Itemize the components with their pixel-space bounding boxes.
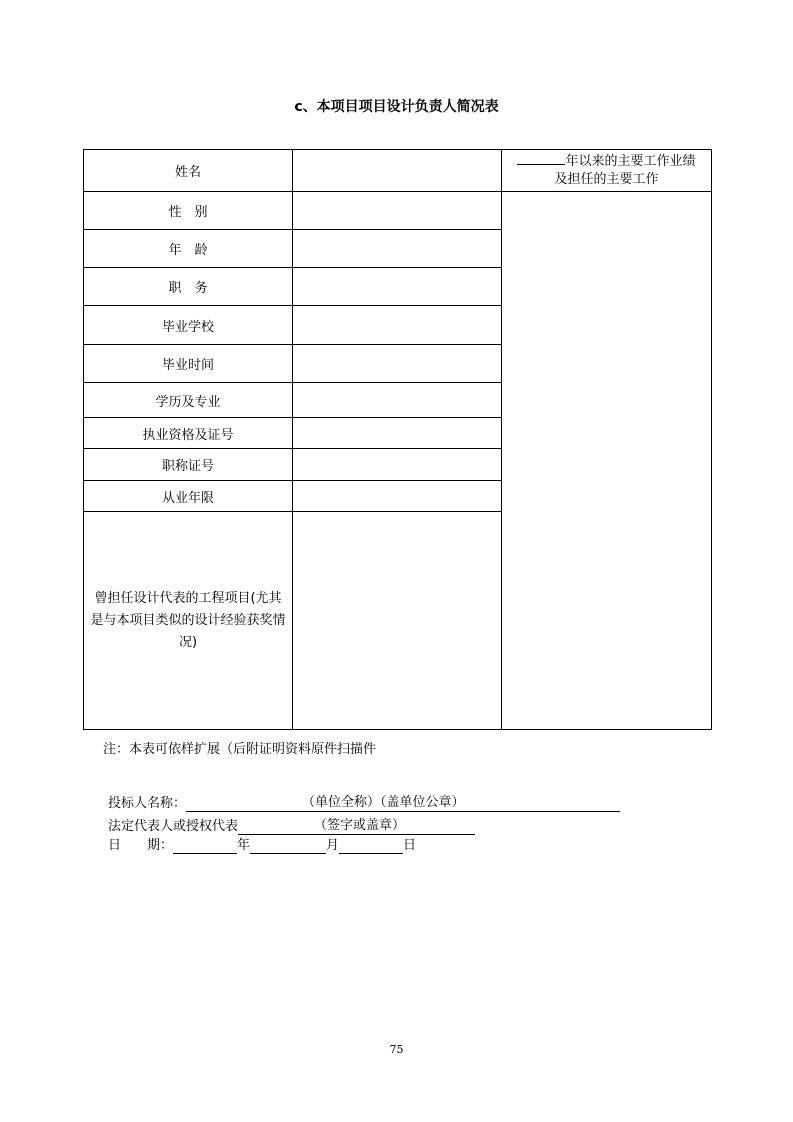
label-age: 年 龄 <box>84 230 293 268</box>
value-school[interactable] <box>293 306 502 345</box>
bidder-name-field[interactable] <box>186 796 620 812</box>
rep-hint: （签字或盖章） <box>314 818 406 833</box>
value-work-years[interactable] <box>293 481 502 512</box>
label-graduation-time: 毕业时间 <box>84 345 293 383</box>
date-year-unit: 年 <box>237 838 251 853</box>
label-title-cert: 职称证号 <box>84 449 293 481</box>
date-day-field[interactable] <box>339 838 403 854</box>
value-position[interactable] <box>293 268 502 306</box>
date-year-field[interactable] <box>173 838 237 854</box>
value-gender[interactable] <box>293 192 502 230</box>
label-qualification-cert: 执业资格及证号 <box>84 418 293 449</box>
performance-header-line1: 年以来的主要工作业绩 <box>565 153 696 169</box>
bidder-line <box>108 792 620 812</box>
document-title: c、本项目项目设计负责人简况表 <box>294 99 499 115</box>
year-blank[interactable] <box>517 164 565 165</box>
rep-line <box>108 815 475 835</box>
date-month-unit: 月 <box>326 838 340 853</box>
label-school: 毕业学校 <box>84 306 293 345</box>
bidder-hint: （单位全称）（盖单位公章） <box>302 795 465 810</box>
value-qualification-cert[interactable] <box>293 418 502 449</box>
value-name[interactable] <box>293 150 502 192</box>
value-age[interactable] <box>293 230 502 268</box>
value-title-cert[interactable] <box>293 449 502 481</box>
date-label: 日 期： <box>108 838 174 853</box>
performance-header-line2: 及担任的主要工作 <box>554 171 659 187</box>
value-graduation-time[interactable] <box>293 345 502 383</box>
value-past-projects[interactable] <box>293 512 502 730</box>
performance-header <box>502 150 712 192</box>
date-line <box>108 834 416 854</box>
designer-profile-table <box>83 149 712 730</box>
performance-content[interactable] <box>502 192 712 730</box>
label-work-years: 从业年限 <box>84 481 293 512</box>
label-name: 姓名 <box>84 150 293 192</box>
bidder-label: 投标人名称： <box>108 796 187 811</box>
table-note: 注：本表可依样扩展（后附证明资料原件扫描件 <box>103 742 377 757</box>
value-education-major[interactable] <box>293 383 502 418</box>
rep-signature-field[interactable] <box>238 819 475 835</box>
rep-label: 法定代表人或授权代表 <box>108 819 239 834</box>
date-day-unit: 日 <box>403 838 417 853</box>
label-position: 职 务 <box>84 268 293 306</box>
label-education-major: 学历及专业 <box>84 383 293 418</box>
label-gender: 性 别 <box>84 192 293 230</box>
date-month-field[interactable] <box>250 838 326 854</box>
page-number: 75 <box>389 1043 404 1056</box>
label-past-projects: 曾担任设计代表的工程项目(尤其是与本项目类似的设计经验获奖情况) <box>84 512 293 730</box>
